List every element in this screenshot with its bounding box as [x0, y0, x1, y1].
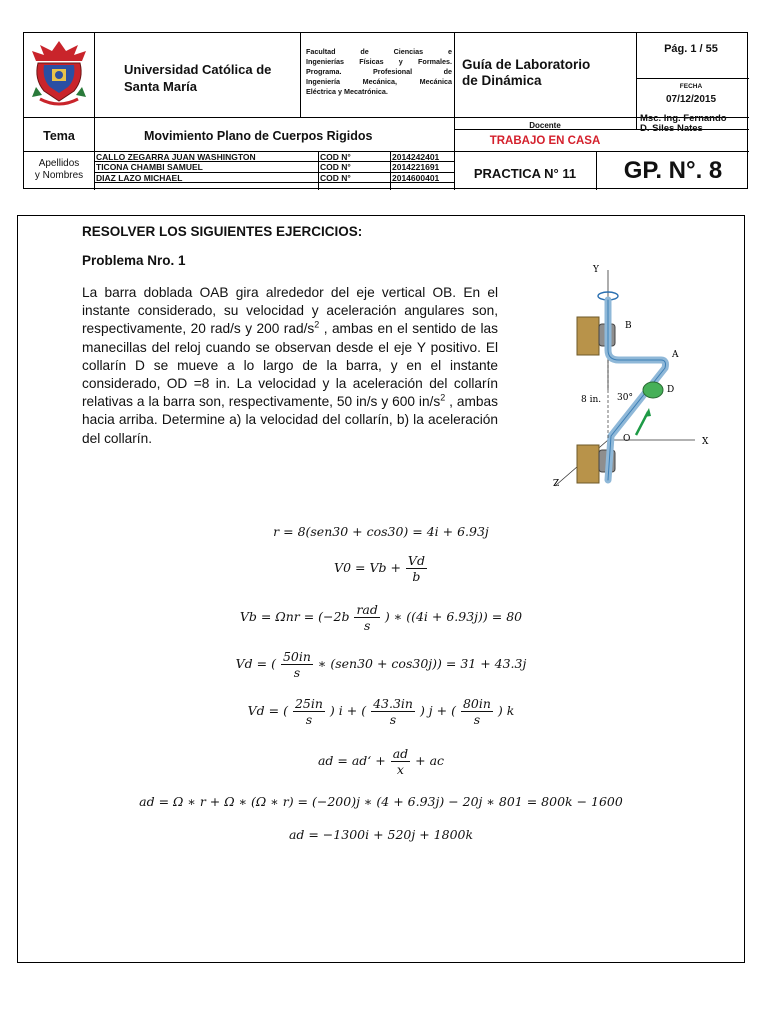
- student-code: 2014600401: [392, 173, 440, 183]
- student-name: TICONA CHAMBI SAMUEL: [96, 162, 203, 172]
- practice-number: PRACTICA N° 11: [473, 166, 577, 181]
- section-heading: RESOLVER LOS SIGUIENTES EJERCICIOS:: [82, 224, 363, 239]
- point-d-label: D: [667, 385, 675, 395]
- eq-term: ) j + (: [419, 703, 456, 718]
- student-code: 2014221691: [392, 162, 440, 172]
- faculty-line: Eléctrica y Mecatrónica.: [306, 87, 388, 96]
- denominator: s: [293, 665, 301, 680]
- superscript: 2: [440, 392, 446, 403]
- student-name: CALLO ZEGARRA JUAN WASHINGTON: [96, 152, 256, 162]
- guide-title: [462, 57, 590, 89]
- problem-statement: [82, 284, 498, 448]
- equation-8: ad = −1300i + 520j + 1800k: [288, 827, 474, 842]
- denominator: s: [363, 618, 371, 633]
- student-code-label: COD N°: [320, 152, 351, 162]
- teacher-name: [640, 114, 727, 134]
- names-label-line1: Apellidos: [38, 158, 80, 169]
- eq-term: ) i + (: [329, 703, 367, 718]
- denominator: b: [412, 569, 421, 584]
- eq-term: ad = ad‘ +: [317, 753, 386, 768]
- fraction: [391, 746, 410, 777]
- numerator: rad: [356, 602, 378, 617]
- equation-5: [18, 696, 744, 727]
- axis-y-label: Y: [593, 265, 599, 275]
- page-number: Pág. 1 / 55: [664, 43, 718, 55]
- topic-label: Tema: [43, 129, 75, 143]
- exercise-box: [17, 215, 745, 963]
- problem-title: Problema Nro. 1: [82, 253, 186, 268]
- equation-4: [18, 649, 744, 680]
- eq-term: ) ∗ ((4i + 6.93j)) = 80: [384, 609, 523, 624]
- equation-1: r = 8(sen30 + cos30) = 4i + 6.93j: [273, 524, 489, 539]
- numerator: 43.3in: [373, 696, 413, 711]
- equation-6: [18, 746, 744, 777]
- student-name: DIAZ LAZO MICHAEL: [96, 173, 183, 183]
- eq-term: Vd = (: [247, 703, 288, 718]
- eq-term: Vd = (: [235, 656, 276, 671]
- fraction: [354, 602, 379, 633]
- eq-term: ∗ (sen30 + cos30j)) = 31 + 43.3j: [317, 656, 527, 671]
- statement-part: , ambas en el sentido de las manecillas del reloj cuando se observan desde el eje Y positivo. El collarín D se mueve a lo largo de la barra, y en el instante considerado, OD =8 in. La velocidad y la aceleración del collarín relativas a la barra son, respectivamente, 50 in/s y 600 in/s: [82, 321, 498, 410]
- equation-7: ad = Ω ∗ r + Ω ∗ (Ω ∗ r) = (−200)j ∗ (4 + 6.93j) − 20j ∗ 801 = 800k − 1600: [139, 794, 623, 809]
- guide-title-line2: de Dinámica: [462, 73, 542, 88]
- point-b-label: B: [625, 321, 632, 331]
- fraction: [293, 696, 325, 727]
- university-name-line2: Santa María: [124, 79, 197, 94]
- eq-term: Vb = Ωnr = (−2b: [239, 609, 350, 624]
- numerator: 25in: [294, 696, 323, 711]
- equation-2: [18, 553, 744, 584]
- numerator: 50in: [282, 649, 311, 664]
- university-name-line1: Universidad Católica de: [124, 62, 272, 77]
- equation-3: [18, 602, 744, 633]
- eq-term: ) k: [497, 703, 515, 718]
- distance-label: 8 in.: [581, 395, 602, 405]
- mechanism-figure: [545, 260, 725, 495]
- statement-part: La barra doblada OAB gira alrededor del eje vertical OB. En el instante considerado, su velocidad y aceleración angulares son, respectivamente, 20 rad/s y 200 rad/s: [82, 285, 498, 337]
- faculty-text: [306, 47, 452, 97]
- date-label: FECHA: [679, 83, 703, 90]
- names-label-line2: y Nombres: [34, 170, 84, 181]
- document-header: [23, 32, 748, 189]
- fraction: [371, 696, 415, 727]
- point-a-label: A: [672, 350, 679, 360]
- statement-part: , ambas hacia arriba. Determine a) la velocidad del collarín, b) la aceleración del collarín.: [82, 394, 498, 446]
- student-code: 2014242401: [392, 152, 440, 162]
- student-code-label: COD N°: [320, 162, 351, 172]
- axis-z-label: Z: [553, 479, 560, 489]
- numerator: 80in: [462, 696, 491, 711]
- faculty-line: Facultad de Ciencias e: [306, 47, 452, 56]
- superscript: 2: [314, 319, 320, 330]
- teacher-label: Docente: [529, 121, 561, 130]
- group-number: GP. N°. 8: [623, 157, 723, 184]
- denominator: s: [473, 712, 481, 727]
- guide-title-line1: Guía de Laboratorio: [462, 57, 591, 72]
- denominator: s: [305, 712, 313, 727]
- angle-label: 30°: [617, 393, 633, 403]
- faculty-line: Ingeniería Mecánica, Mecánica: [306, 77, 452, 86]
- point-o-label: O: [623, 434, 631, 444]
- eq-term: V0 = Vb +: [334, 560, 401, 575]
- fraction: [406, 553, 427, 584]
- topic-title: Movimiento Plano de Cuerpos Rigidos: [144, 129, 373, 143]
- teacher-name-line1: Msc. Ing. Fernando: [640, 113, 727, 124]
- fraction: [461, 696, 493, 727]
- faculty-line: Programa. Profesional de: [306, 67, 452, 76]
- student-code-label: COD N°: [320, 173, 351, 183]
- denominator: x: [396, 762, 404, 777]
- numerator: Vd: [407, 553, 425, 568]
- numerator: ad: [392, 746, 409, 761]
- fraction: [281, 649, 313, 680]
- axis-x-label: X: [702, 437, 709, 447]
- denominator: s: [389, 712, 397, 727]
- date-value: 07/12/2015: [665, 94, 717, 105]
- eq-term: + ac: [415, 753, 445, 768]
- university-crest: [30, 39, 88, 116]
- teacher-name-line2: D. Siles Nates: [640, 123, 703, 134]
- faculty-line: Ingenierías Físicas y Formales.: [306, 57, 452, 66]
- homework-badge: TRABAJO EN CASA: [489, 135, 601, 147]
- university-name: [124, 61, 271, 95]
- names-label: [24, 158, 94, 182]
